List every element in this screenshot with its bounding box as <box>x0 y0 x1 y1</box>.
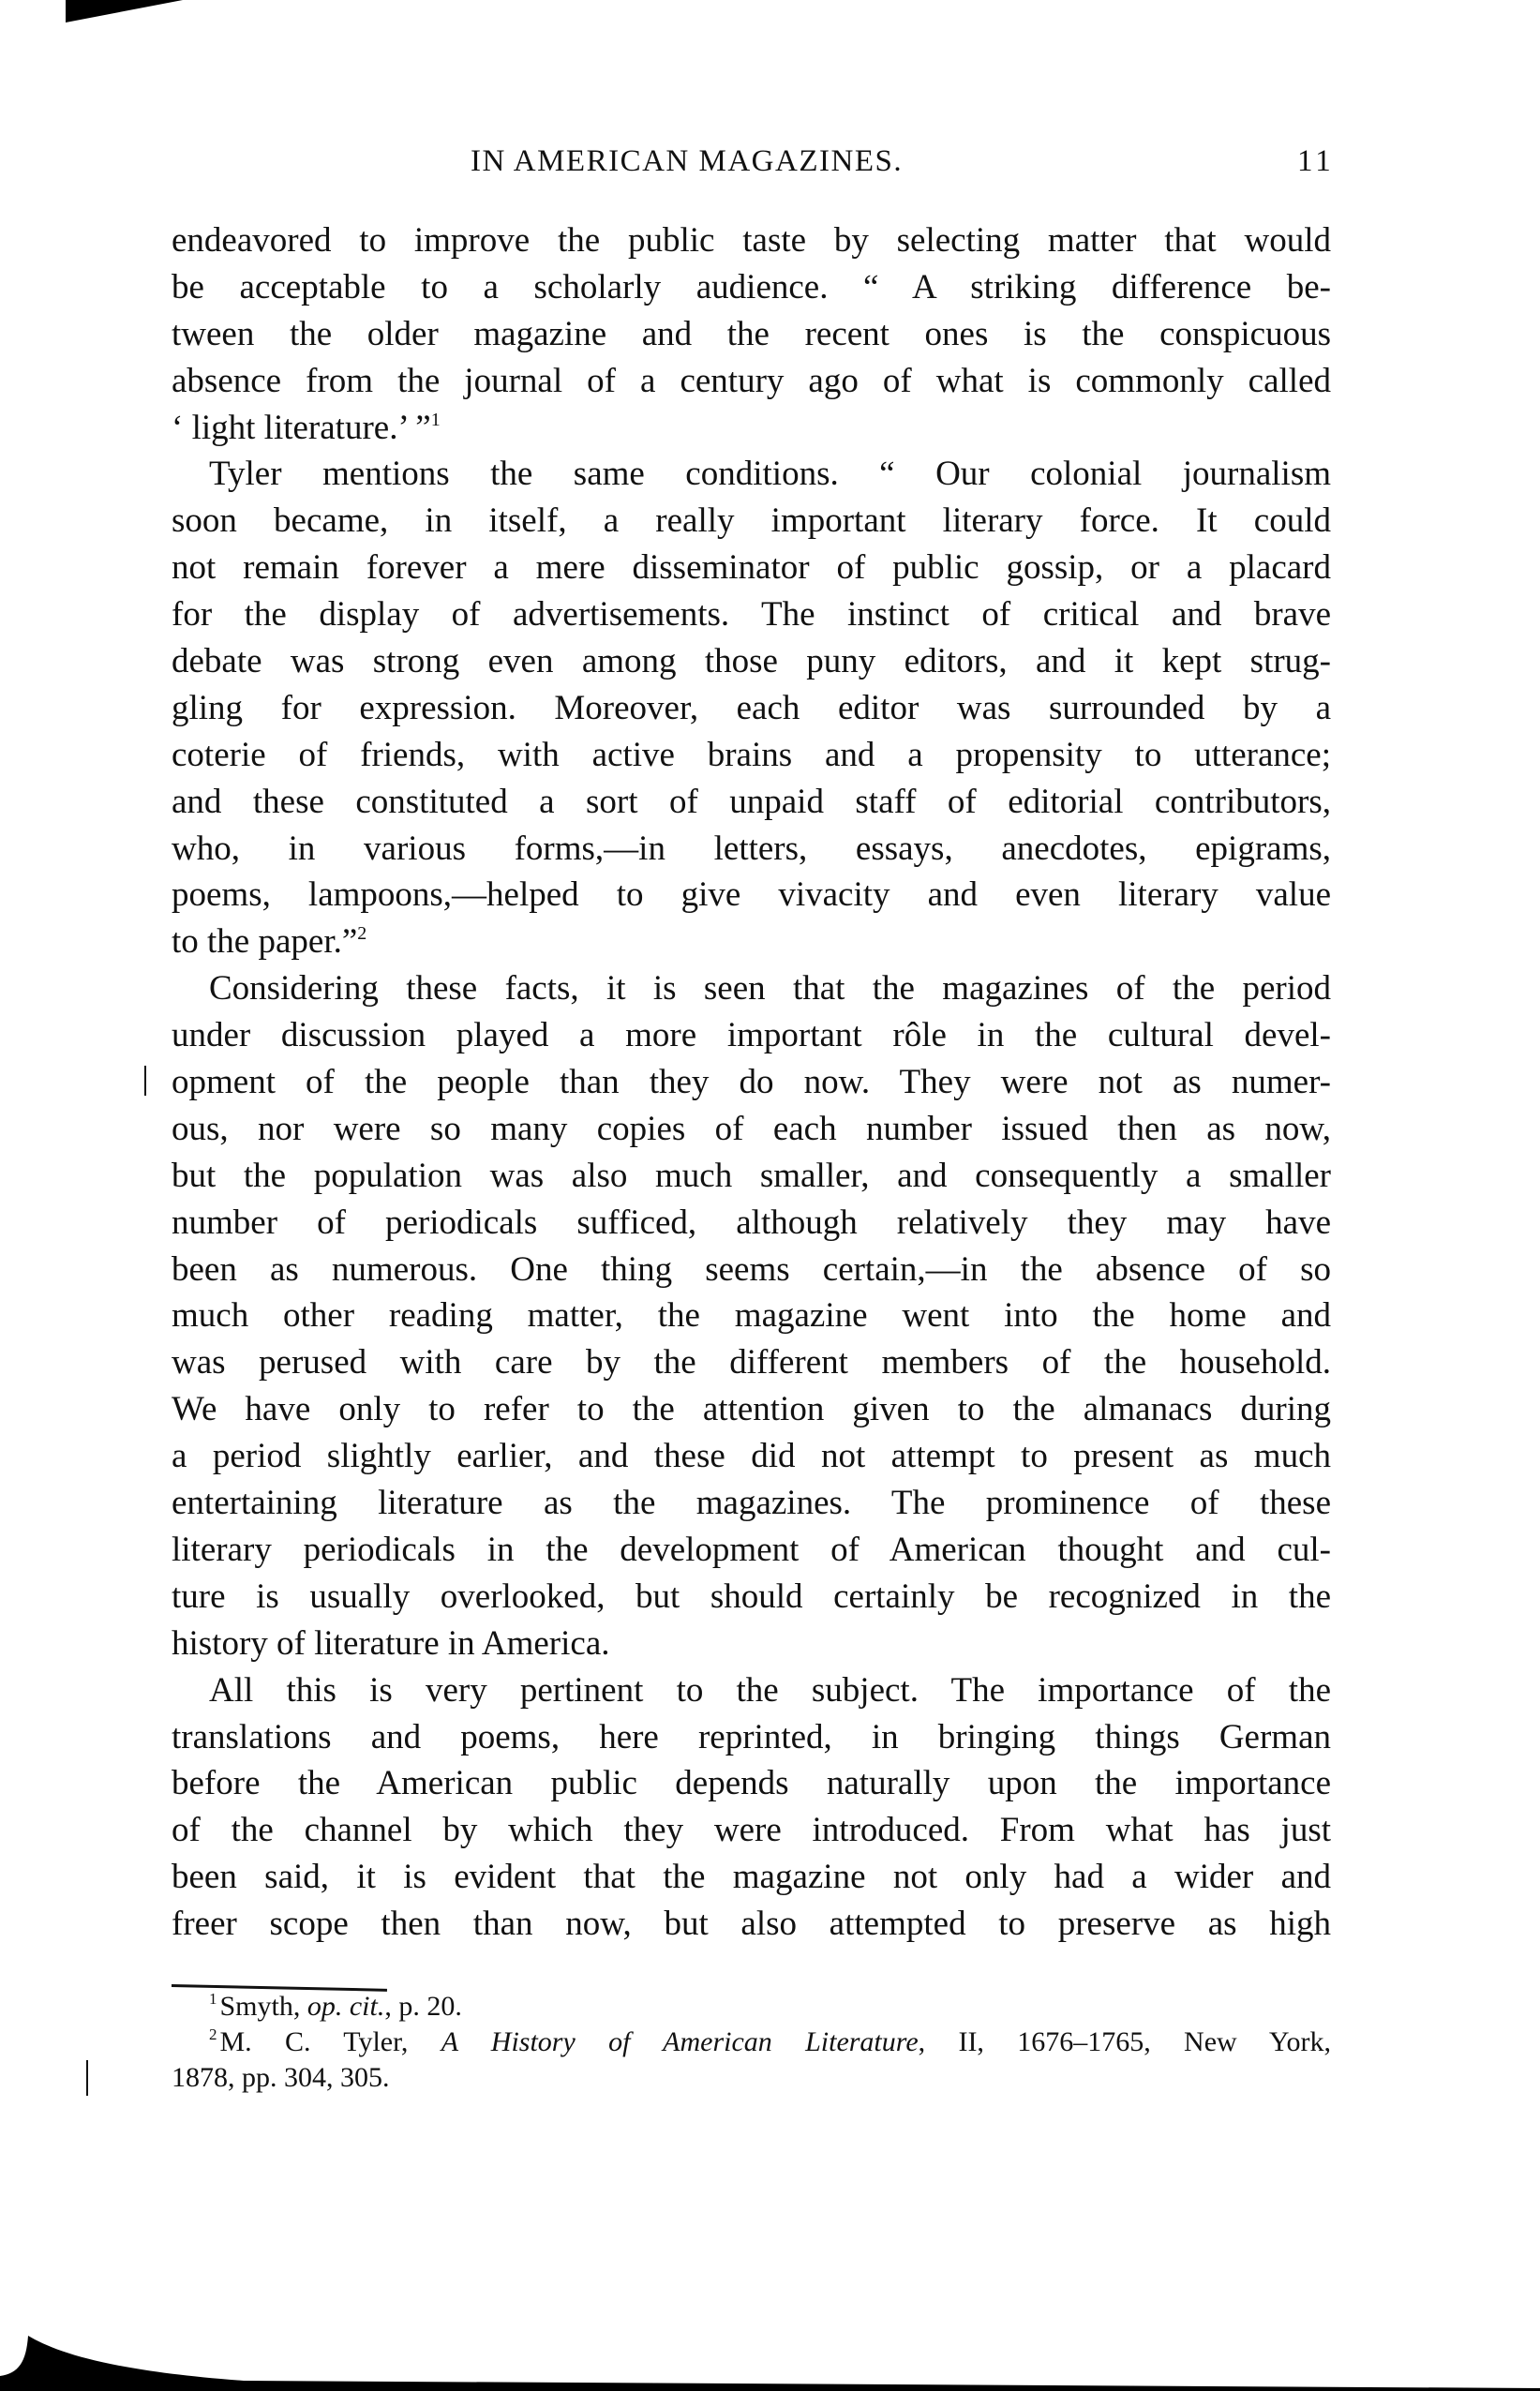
text-line: Considering these facts, it is seen that the magazines of the period <box>209 969 1331 1009</box>
text-line: be acceptable to a scholarly audience. “ A striking difference be- <box>172 267 1331 306</box>
text-line: for the display of advertisements. The instinct of critical and brave <box>172 595 1331 635</box>
footnote-ref: 2 <box>357 923 367 945</box>
footnote-number: 2 <box>209 2025 217 2043</box>
footnote-italic: op. cit. <box>307 1991 385 2022</box>
text-line: gling for expression. Moreover, each editor was surrounded by a <box>172 688 1331 727</box>
text-line-content: ‘ light literature.’ ” <box>172 408 431 447</box>
page-number: 11 <box>1297 144 1335 178</box>
text-line: poems, lampoons,—helped to give vivacity and even literary value <box>172 875 1331 915</box>
text-line: but the population was also much smaller, and consequently a smaller <box>172 1156 1331 1195</box>
text-line: much other reading matter, the magazine went into the home and <box>172 1296 1331 1336</box>
footnote-italic: A History of American Literature <box>441 2026 919 2057</box>
text-line: opment of the people than they do now. They were not as numer- <box>172 1063 1331 1102</box>
text-line: ture is usually overlooked, but should certainly be recognized in the <box>172 1577 1331 1616</box>
scan-bottom-edge <box>0 2324 1540 2391</box>
text-line: debate was strong even among those puny editors, and it kept strug- <box>172 642 1331 681</box>
footnote-2-continuation: 1878, pp. 304, 305. <box>172 2062 390 2093</box>
text-line: coterie of friends, with active brains and a propensity to utterance; <box>172 735 1331 774</box>
scan-corner-mark <box>66 0 183 22</box>
footnote-author: Smyth, <box>219 1991 307 2022</box>
text-line: endeavored to improve the public taste by selecting matter that would <box>172 221 1331 260</box>
footnote-2 <box>172 2025 1331 2060</box>
text-line: before the American public depends naturally upon the importance <box>172 1764 1331 1803</box>
text-line: who, in various forms,—in letters, essays, anecdotes, epigrams, <box>172 829 1331 868</box>
text-line: Tyler mentions the same conditions. “ Our colonial journalism <box>209 455 1331 494</box>
text-line: under discussion played a more important rôle in the cultural devel- <box>172 1016 1331 1055</box>
text-line: a period slightly earlier, and these did not attempt to present as much <box>172 1437 1331 1476</box>
margin-mark <box>144 1066 146 1096</box>
running-title: IN AMERICAN MAGAZINES. <box>471 144 904 178</box>
footnote-author: M. C. Tyler, <box>219 2026 441 2057</box>
text-line: been as numerous. One thing seems certain,—in the absence of so <box>172 1249 1331 1289</box>
margin-mark <box>86 2060 88 2096</box>
footnote-rest: , II, 1676–1765, New York, <box>918 2026 1332 2057</box>
footnote-ref: 1 <box>430 409 441 430</box>
text-line: history of literature in America. <box>172 1623 610 1663</box>
text-line <box>172 919 1331 965</box>
footnotes <box>172 1989 1331 2096</box>
text-line: of the channel by which they were introduced. From what has just <box>172 1811 1331 1850</box>
text-line: We have only to refer to the attention given to the almanacs during <box>172 1390 1331 1429</box>
text-line: and these constituted a sort of unpaid staff of editorial contributors, <box>172 782 1331 821</box>
text-line: freer scope then than now, but also attempted to preserve as high <box>172 1905 1331 1944</box>
footnote-1 <box>172 1989 1331 2025</box>
footnote-number: 1 <box>209 1990 217 2008</box>
text-line: number of periodicals sufficed, although relatively they may have <box>172 1203 1331 1242</box>
text-line: been said, it is evident that the magazine not only had a wider and <box>172 1858 1331 1897</box>
text-line: soon became, in itself, a really important literary force. It could <box>172 501 1331 541</box>
footnote-rest: , p. 20. <box>384 1991 462 2022</box>
body-text <box>172 217 1331 1948</box>
text-line <box>172 405 1331 452</box>
text-line: absence from the journal of a century ago of what is commonly called <box>172 361 1331 400</box>
text-line: translations and poems, here reprinted, in bringing things German <box>172 1717 1331 1756</box>
text-line: entertaining literature as the magazines. The prominence of these <box>172 1484 1331 1523</box>
text-line: was perused with care by the different members of the household. <box>172 1343 1331 1382</box>
text-line: ous, nor were so many copies of each number issued then as now, <box>172 1109 1331 1148</box>
text-line: tween the older magazine and the recent ones is the conspicuous <box>172 314 1331 353</box>
text-line-content: to the paper.” <box>172 922 358 962</box>
text-line: not remain forever a mere disseminator of public gossip, or a placard <box>172 548 1331 588</box>
text-line: literary periodicals in the development of American thought and cul- <box>172 1530 1331 1569</box>
text-line: All this is very pertinent to the subject. The importance of the <box>209 1670 1331 1710</box>
running-head <box>0 141 1540 182</box>
